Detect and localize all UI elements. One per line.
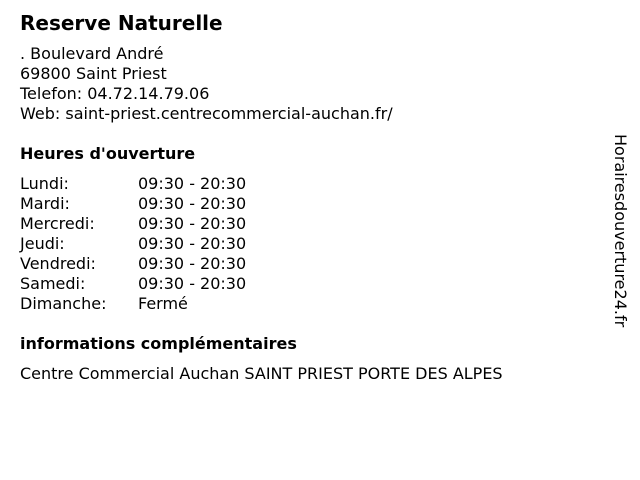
hours-heading: Heures d'ouverture <box>20 144 196 163</box>
address-line-2: 69800 Saint Priest <box>20 64 167 83</box>
hours-row-monday <box>20 174 600 194</box>
phone-line: Telefon: 04.72.14.79.06 <box>20 84 210 103</box>
hours-time: 09:30 - 20:30 <box>138 174 247 193</box>
hours-day: Jeudi: <box>20 234 65 253</box>
hours-row-wednesday <box>20 214 600 234</box>
store-content <box>20 10 600 384</box>
store-name: Reserve Naturelle <box>20 11 223 35</box>
address-line-1: . Boulevard André <box>20 44 164 63</box>
hours-day: Vendredi: <box>20 254 96 273</box>
hours-day: Dimanche: <box>20 294 107 313</box>
hours-table <box>20 174 600 314</box>
hours-time: 09:30 - 20:30 <box>138 214 247 233</box>
hours-time: 09:30 - 20:30 <box>138 234 247 253</box>
hours-row-friday <box>20 254 600 274</box>
hours-time: 09:30 - 20:30 <box>138 194 247 213</box>
hours-row-tuesday <box>20 194 600 214</box>
hours-time: 09:30 - 20:30 <box>138 254 247 273</box>
hours-day: Mardi: <box>20 194 70 213</box>
hours-day: Samedi: <box>20 274 86 293</box>
hours-day: Lundi: <box>20 174 69 193</box>
web-line: Web: saint-priest.centrecommercial-auchan.fr/ <box>20 104 393 123</box>
info-heading: informations complémentaires <box>20 334 297 353</box>
hours-row-sunday <box>20 294 600 314</box>
hours-day: Mercredi: <box>20 214 95 233</box>
hours-time: Fermé <box>138 294 188 313</box>
side-watermark: Horairesdouverture24.fr <box>611 134 630 328</box>
hours-row-saturday <box>20 274 600 294</box>
hours-row-thursday <box>20 234 600 254</box>
hours-time: 09:30 - 20:30 <box>138 274 247 293</box>
info-text: Centre Commercial Auchan SAINT PRIEST PORTE DES ALPES <box>20 364 503 383</box>
